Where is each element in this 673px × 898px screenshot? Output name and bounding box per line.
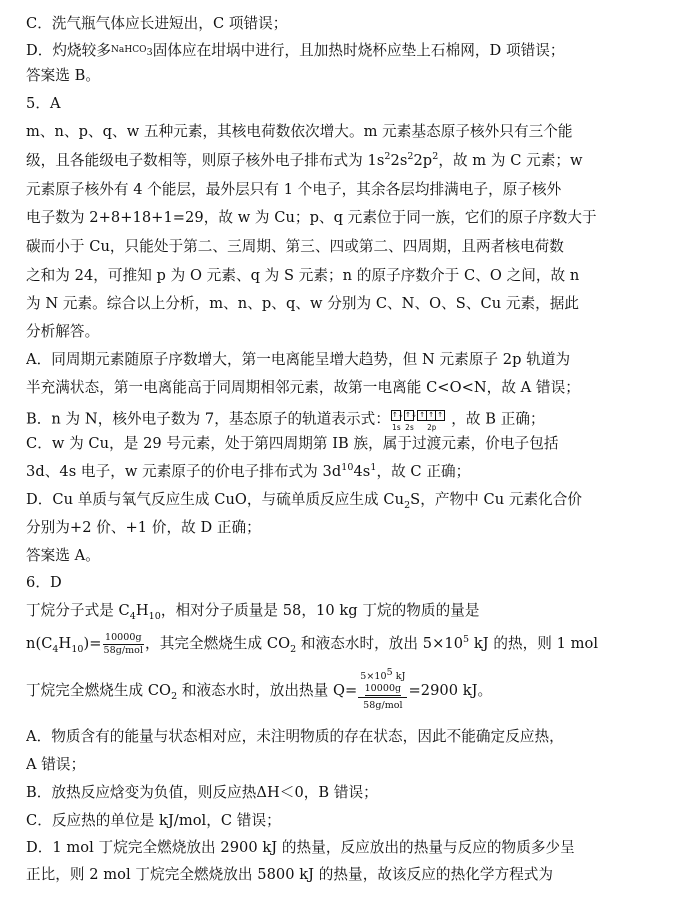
text-span: A 错误； — [26, 756, 86, 773]
text-line — [26, 811, 662, 831]
text-span: 答案选 A。 — [26, 547, 100, 564]
text-span: 正比，则 2 mol 丁烷完全燃烧放出 5800 kJ 的热量，故该反应的热化学方程式为 — [26, 866, 554, 883]
text-span: ，相对分子质量是 58，10 kg 丁烷的物质的量是 — [160, 602, 480, 619]
subscript: 3 — [146, 46, 153, 58]
text-line — [26, 14, 662, 34]
text-line — [26, 122, 662, 142]
subscript: 4 — [129, 610, 136, 621]
text-line — [26, 405, 662, 434]
text-line — [26, 237, 662, 257]
text-line — [26, 518, 662, 538]
text-line — [26, 350, 662, 370]
complex-fraction-heat — [358, 666, 407, 712]
text-span: 分别为+2 价、+1 价，故 D 正确； — [26, 519, 261, 536]
text-span: 丁烷完全燃烧生成 CO — [26, 682, 172, 699]
text-span: ，故 C 正确； — [376, 463, 471, 480]
text-span: m、n、p、q、w 五种元素，其核电荷数依次增大。m 元素基态原子核外只有三个能 — [26, 123, 573, 140]
subscript: 10 — [148, 610, 161, 621]
text-line — [26, 180, 662, 200]
superscript: 5 — [463, 634, 470, 646]
text-span: 为 N 元素。综合以上分析，m、n、p、q、w 分别为 C、N、O、S、Cu 元素，据此 — [26, 295, 580, 312]
superscript: 5 — [386, 666, 393, 678]
text-span: 元素原子核外有 4 个能层，最外层只有 1 个电子，其余各层均排满电子，原子核外 — [26, 181, 562, 198]
text-span: H — [135, 602, 149, 619]
text-line — [26, 66, 662, 86]
orbital-box: ↑ — [417, 410, 427, 421]
text-span: D．灼烧较多 — [26, 42, 111, 59]
text-span: )= — [83, 635, 102, 652]
text-span: C．洗气瓶气体应长进短出，C 项错误； — [26, 15, 288, 32]
text-line — [26, 546, 662, 566]
superscript: 1 — [370, 462, 377, 474]
text-span: kJ — [392, 670, 406, 682]
orbital-label: 1s — [391, 423, 402, 432]
text-span: B．n 为 N，核外电子数为 7，基态原子的轨道表示式： — [26, 410, 390, 428]
superscript: 2 — [384, 151, 391, 163]
orbital-diagram — [392, 403, 449, 432]
fraction-denominator: 58g/mol — [103, 644, 144, 656]
text-line — [26, 601, 662, 621]
subscript: 2 — [290, 643, 297, 655]
text-span: 碳而小于 Cu，只能处于第二、三周期、第三、四或第二、四周期，且两者核电荷数 — [26, 238, 564, 255]
text-span: 固体应在坩埚中进行，且加热时烧杯应垫上石棉网，D 项错误； — [152, 42, 565, 59]
text-span: 2s — [390, 152, 408, 169]
fraction-numerator — [358, 666, 407, 698]
text-line — [26, 151, 662, 171]
formula-nahco3 — [110, 45, 153, 58]
subscript: 4 — [52, 643, 59, 655]
superscript: 2 — [407, 151, 414, 163]
text-line — [26, 462, 662, 482]
text-line — [26, 322, 662, 342]
orbital-box: ↑ — [426, 410, 436, 421]
text-line — [26, 490, 662, 510]
fraction-denominator: 58g/mol — [363, 699, 403, 711]
text-line — [26, 378, 662, 398]
fraction-moles — [103, 632, 145, 657]
text-span: 4s — [353, 463, 371, 480]
text-span: 6．D — [26, 574, 62, 591]
text-span: C．反应热的单位是 kJ/mol，C 错误； — [26, 812, 281, 829]
text-span: C．w 为 Cu，是 29 号元素，处于第四周期第 IB 族，属于过渡元素，价电子包括 — [26, 435, 559, 452]
text-span: 和液态水时，放出 5×10 — [296, 635, 464, 652]
subscript: 2 — [404, 499, 411, 510]
text-span: n(C — [26, 635, 53, 652]
orbital-box: ↑ — [435, 410, 445, 421]
text-line — [26, 628, 662, 660]
orbital-box: ↑↓ — [392, 411, 404, 419]
question-number — [26, 573, 662, 593]
text-span: 电子数为 2+8+18+1=29，故 w 为 Cu；p、q 元素位于同一族，它们的原子序数大于 — [26, 209, 597, 226]
orbital-2s — [405, 403, 418, 432]
text-span: 答案选 B。 — [26, 67, 101, 84]
text-span: 和液态水时，放出热量 Q= — [177, 682, 358, 699]
orbital-2p — [418, 403, 445, 432]
text-span: D．1 mol 丁烷完全燃烧放出 2900 kJ 的热量，反应放出的热量与反应的物质多少呈 — [26, 839, 575, 856]
text-line — [26, 40, 662, 61]
text-line — [26, 434, 662, 454]
subscript: 10 — [71, 643, 84, 655]
text-span: 分析解答。 — [26, 323, 100, 340]
text-span: 丁烷分子式是 C — [26, 602, 130, 619]
text-line — [26, 266, 662, 286]
text-span: 5．A — [26, 95, 61, 112]
text-line — [26, 208, 662, 228]
orbital-label: 2s — [405, 423, 415, 432]
superscript: 2 — [432, 151, 439, 163]
text-span: NaHCO — [110, 45, 147, 55]
text-span: B．放热反应焓变为负值，则反应热ΔH＜0，B 错误； — [26, 784, 378, 801]
text-line — [26, 755, 662, 775]
orbital-box: ↑↓ — [405, 411, 418, 419]
inner-fraction — [365, 683, 402, 696]
text-line — [26, 664, 662, 718]
question-number — [26, 94, 662, 114]
text-span: =2900 kJ。 — [408, 682, 493, 699]
text-span: 3d、4s 电子，w 元素原子的价电子排布式为 3d — [26, 463, 342, 480]
fraction-numerator: 10000g — [103, 632, 145, 645]
text-span: 2p — [413, 152, 433, 169]
inner-numerator: 10000g — [364, 682, 402, 694]
orbital-1s — [391, 403, 404, 432]
text-span: A．同周期元素随原子序数增大，第一电离能呈增大趋势，但 N 元素原子 2p 轨道为 — [26, 351, 571, 368]
text-line — [26, 838, 662, 858]
text-span: 级，且各能级电子数相等，则原子核外电子排布式为 1s — [26, 152, 385, 169]
text-span: 5×10 — [360, 670, 387, 682]
subscript: 2 — [171, 690, 178, 702]
text-span: ，故 B 正确； — [451, 410, 545, 428]
text-line — [26, 294, 662, 314]
text-span: ，故 m 为 C 元素；w — [438, 152, 583, 169]
text-span: A．物质含有的能量与状态相对应，未注明物质的存在状态，因此不能确定反应热， — [26, 728, 564, 745]
text-line — [26, 783, 662, 803]
text-span: ，其完全燃烧生成 CO — [145, 635, 291, 652]
text-span: 半充满状态，第一电离能高于同周期相邻元素，故第一电离能 C<O<N，故 A 错误； — [26, 379, 580, 396]
text-span: kJ 的热，则 1 mol — [469, 635, 599, 652]
orbital-label: 2p — [427, 423, 437, 432]
text-span: S，产物中 Cu 元素化合价 — [410, 491, 583, 508]
superscript: 10 — [341, 462, 354, 474]
text-span: H — [58, 635, 72, 652]
text-span: 之和为 24，可推知 p 为 O 元素、q 为 S 元素；n 的原子序数介于 C、O 之间，故 n — [26, 267, 580, 284]
text-span: D．Cu 单质与氧气反应生成 CuO，与硫单质反应生成 Cu — [26, 491, 405, 508]
text-line — [26, 727, 662, 747]
text-line — [26, 865, 662, 885]
